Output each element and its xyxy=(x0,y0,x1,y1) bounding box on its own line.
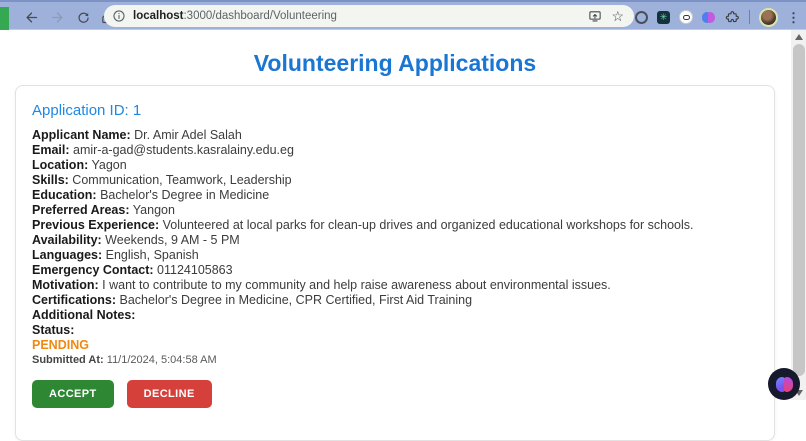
field-label: Preferred Areas: xyxy=(32,203,130,217)
field-label: Certifications: xyxy=(32,293,117,307)
browser-menu-icon[interactable]: ⋮ xyxy=(787,9,800,25)
address-bar[interactable] xyxy=(104,5,634,27)
accept-button[interactable]: ACCEPT xyxy=(32,380,114,408)
status-badge: PENDING xyxy=(32,338,89,352)
application-field xyxy=(32,323,758,338)
application-field xyxy=(32,293,758,308)
application-field xyxy=(32,173,758,188)
brain-icon xyxy=(776,377,793,392)
application-field xyxy=(32,203,758,218)
submitted-at-value: 11/1/2024, 5:04:58 AM xyxy=(106,354,217,366)
url-text[interactable] xyxy=(133,10,588,22)
field-value: Volunteered at local parks for clean-up drives and organized educational workshops for schools. xyxy=(159,218,694,232)
field-value: Yangon xyxy=(129,203,175,217)
field-value: English, Spanish xyxy=(102,248,199,262)
url-host: localhost xyxy=(133,10,184,22)
screen-share-indicator xyxy=(0,7,9,30)
application-field xyxy=(32,248,758,263)
page-title: Volunteering Applications xyxy=(253,50,537,76)
field-value: I want to contribute to my community and help raise awareness about environmental issues. xyxy=(98,278,611,292)
field-value: Weekends, 9 AM - 5 PM xyxy=(101,233,240,247)
field-label: Status: xyxy=(32,323,75,337)
field-label: Location: xyxy=(32,158,89,172)
field-label: Additional Notes: xyxy=(32,308,136,322)
application-fields xyxy=(32,128,758,338)
application-id: Application ID: 1 xyxy=(32,102,142,119)
reload-icon xyxy=(76,10,91,25)
toolbar-separator xyxy=(749,10,750,24)
field-label: Previous Experience: xyxy=(32,218,160,232)
field-label: Availability: xyxy=(32,233,102,247)
extension-white-circle-icon[interactable] xyxy=(679,10,693,24)
site-info-icon[interactable] xyxy=(112,9,126,23)
submitted-at-line xyxy=(32,353,758,367)
application-field xyxy=(32,308,758,323)
field-label: Emergency Contact: xyxy=(32,263,154,277)
field-label: Applicant Name: xyxy=(32,128,131,142)
page-content xyxy=(0,33,806,400)
action-buttons xyxy=(32,380,758,408)
assistant-brain-button[interactable] xyxy=(768,368,800,400)
application-field xyxy=(32,158,758,173)
back-arrow-icon xyxy=(24,10,39,25)
field-value: Dr. Amir Adel Salah xyxy=(130,128,242,142)
browser-toolbar xyxy=(0,0,806,30)
back-button[interactable] xyxy=(22,8,40,26)
field-label: Email: xyxy=(32,143,70,157)
url-path: :3000/dashboard/Volunteering xyxy=(183,10,337,22)
submitted-at-label: Submitted At: xyxy=(32,354,104,366)
forward-arrow-icon xyxy=(50,10,65,25)
field-value: amir-a-gad@students.kasralainy.edu.eg xyxy=(69,143,294,157)
field-value: Communication, Teamwork, Leadership xyxy=(68,173,292,187)
bookmark-star-icon[interactable]: ☆ xyxy=(611,8,624,24)
scrollbar-thumb[interactable] xyxy=(793,44,805,376)
application-field xyxy=(32,188,758,203)
extension-ring-icon[interactable] xyxy=(635,11,648,24)
field-value: Bachelor's Degree in Medicine xyxy=(96,188,270,202)
extension-dark-tile-icon[interactable]: ✳ xyxy=(657,11,670,24)
field-label: Motivation: xyxy=(32,278,99,292)
profile-avatar[interactable] xyxy=(759,8,778,27)
scrollbar-up-arrow-icon[interactable] xyxy=(795,34,803,40)
field-value: Bachelor's Degree in Medicine, CPR Certified, First Aid Training xyxy=(116,293,473,307)
application-field xyxy=(32,233,758,248)
send-to-devices-icon[interactable] xyxy=(588,9,602,23)
field-value: 01124105863 xyxy=(153,263,233,277)
decline-button[interactable]: DECLINE xyxy=(127,380,212,408)
field-label: Languages: xyxy=(32,248,103,262)
reload-button[interactable] xyxy=(74,8,92,26)
field-label: Education: xyxy=(32,188,97,202)
field-value: Yagon xyxy=(88,158,127,172)
vertical-scrollbar[interactable] xyxy=(791,30,806,400)
application-field xyxy=(32,278,758,293)
forward-button[interactable] xyxy=(48,8,66,26)
application-field xyxy=(32,128,758,143)
application-field xyxy=(32,263,758,278)
field-label: Skills: xyxy=(32,173,69,187)
application-field xyxy=(32,143,758,158)
extension-brain-icon[interactable] xyxy=(702,11,715,24)
application-card xyxy=(15,85,775,441)
application-field xyxy=(32,218,758,233)
extensions-puzzle-icon[interactable] xyxy=(724,9,740,25)
